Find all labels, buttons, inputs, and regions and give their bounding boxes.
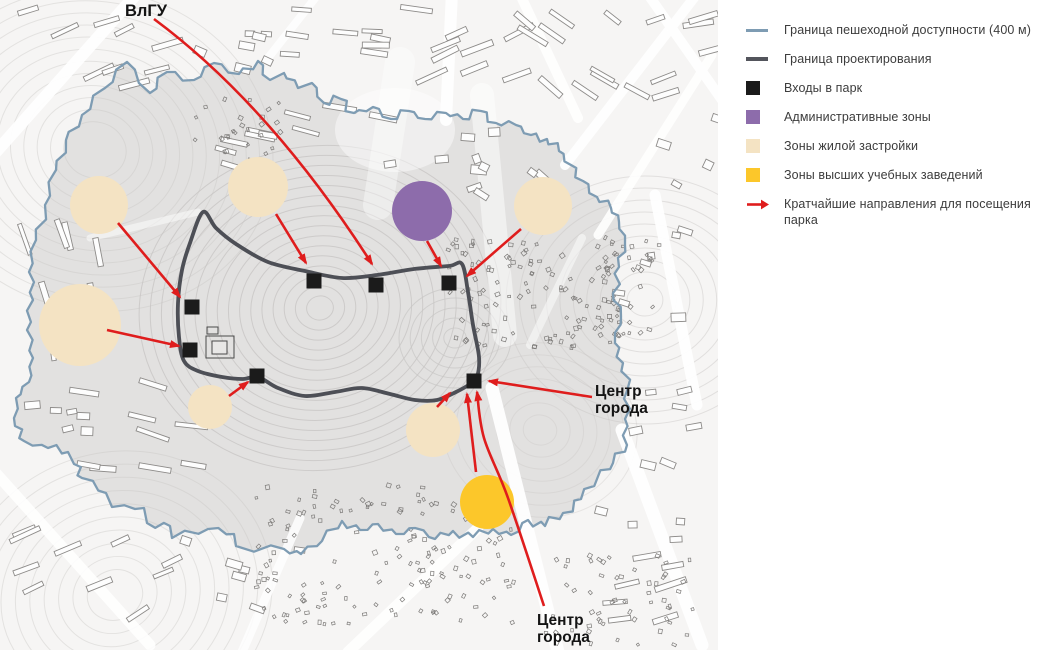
legend-symbol-entrances	[746, 80, 772, 96]
legend-label-university: Зоны высших учебных заведений	[784, 168, 983, 182]
residential-zone-circle	[406, 403, 460, 457]
park-entrance-marker	[307, 274, 322, 289]
legend-symbol-walkability	[746, 22, 772, 38]
map-label-city-center-right: города	[595, 400, 648, 417]
park-entrance-marker	[467, 374, 482, 389]
legend-item-design	[746, 51, 1046, 67]
residential-square-icon	[746, 139, 760, 153]
entrances-square-icon	[746, 81, 760, 95]
park-entrance-marker	[183, 343, 198, 358]
legend-item-administrative	[746, 109, 1046, 125]
map-label-vlgu: ВлГУ	[125, 2, 168, 20]
legend-item-entrances	[746, 80, 1046, 96]
legend-label-directions: Кратчайшие направления для посещения парка	[784, 197, 1031, 227]
park-entrance-marker	[185, 300, 200, 315]
residential-zone-circle	[228, 157, 288, 217]
legend-label-design: Граница проектирования	[784, 52, 932, 66]
legend-symbol-university	[746, 167, 772, 183]
legend-label-residential: Зоны жилой застройки	[784, 139, 919, 153]
map-label-city-center-right: Центр	[595, 383, 642, 400]
residential-zone-circle	[39, 284, 121, 366]
legend-label-walkability: Граница пешеходной доступности (400 м)	[784, 23, 1031, 37]
red-arrow-icon	[746, 198, 770, 211]
park-entrance-marker	[442, 276, 457, 291]
legend-symbol-administrative	[746, 109, 772, 125]
map-label-city-center-bottom: Центр	[537, 612, 584, 629]
residential-zone-circle	[514, 177, 572, 235]
legend-label-entrances: Входы в парк	[784, 81, 863, 95]
legend-item-directions	[746, 196, 1046, 228]
legend-item-walkability	[746, 22, 1046, 38]
park-entrance-marker	[250, 369, 265, 384]
legend	[746, 22, 1046, 241]
legend-symbol-residential	[746, 138, 772, 154]
legend-symbol-directions-arrow-icon	[746, 196, 772, 212]
legend-symbol-design	[746, 51, 772, 67]
administrative-zone-circle	[392, 181, 452, 241]
map-label-city-center-bottom: города	[537, 629, 590, 646]
administrative-square-icon	[746, 110, 760, 124]
design-line-icon	[746, 57, 768, 61]
residential-zone-circle	[188, 385, 232, 429]
legend-item-university	[746, 167, 1046, 183]
legend-label-administrative: Административные зоны	[784, 110, 931, 124]
walkability-line-icon	[746, 29, 768, 32]
university-zone-circle	[460, 475, 514, 529]
legend-item-residential	[746, 138, 1046, 154]
park-entrance-marker	[369, 278, 384, 293]
university-square-icon	[746, 168, 760, 182]
